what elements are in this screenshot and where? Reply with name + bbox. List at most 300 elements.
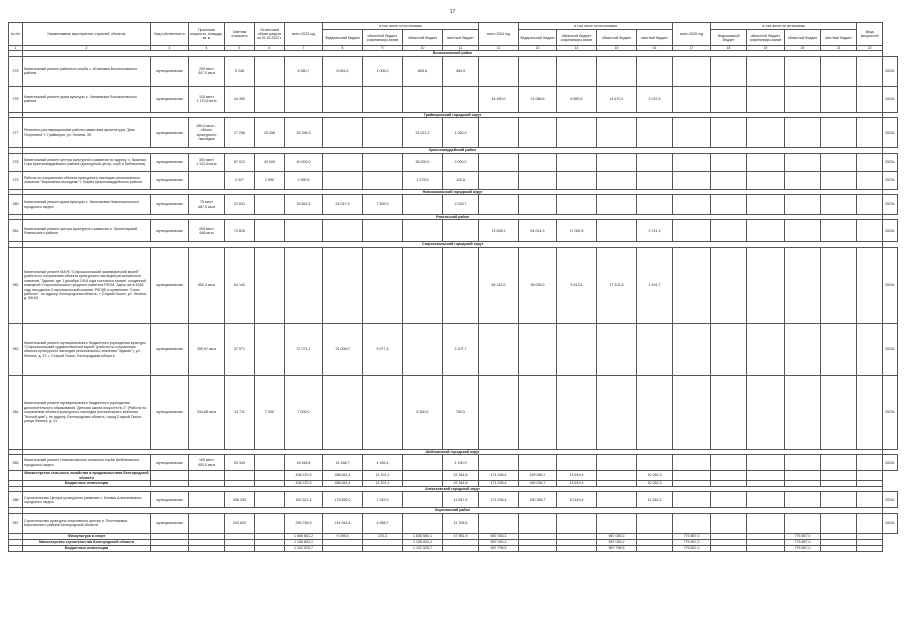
- amount-cell: [637, 323, 673, 375]
- total-blank: [255, 471, 285, 481]
- header-reg: областной бюджет: [403, 30, 443, 46]
- capacity-cell: [189, 171, 225, 189]
- ownership-cell: муниципальная: [151, 513, 189, 533]
- amount-cell: [637, 195, 673, 215]
- amount-cell: [857, 153, 883, 171]
- remaining-cell: [255, 56, 285, 86]
- amount-cell: 775 867,0: [673, 539, 711, 545]
- table-row: [9, 323, 898, 375]
- amount-cell: [673, 375, 711, 449]
- amount-cell: [711, 247, 747, 323]
- amount-cell: [747, 545, 785, 551]
- amount-cell: [363, 171, 403, 189]
- amount-cell: [821, 323, 857, 375]
- amount-cell: 4 958,7: [363, 513, 403, 533]
- amount-cell: [363, 118, 403, 148]
- table-row: [9, 153, 898, 171]
- total-label: Бюджетные инвестиции: [23, 545, 151, 551]
- amount-cell: 10 449,4: [557, 492, 597, 508]
- amount-cell: [673, 471, 711, 481]
- row-number: 285: [9, 455, 23, 471]
- cost-cell: 37 071: [225, 323, 255, 375]
- amount-cell: [711, 86, 747, 112]
- amount-cell: [747, 86, 785, 112]
- amount-cell: [557, 323, 597, 375]
- amount-cell: 38 000,0: [403, 153, 443, 171]
- ownership-cell: муниципальная: [151, 118, 189, 148]
- cost-cell: 27 256: [225, 118, 255, 148]
- amount-cell: 11 262,3: [637, 492, 673, 508]
- amount-cell: [711, 56, 747, 86]
- amount-cell: [821, 118, 857, 148]
- header-local: местный бюджет: [637, 30, 673, 46]
- amount-cell: 1 102 525,7: [285, 545, 323, 551]
- amount-cell: 1 158 803,1: [285, 539, 323, 545]
- amount-cell: [323, 153, 363, 171]
- amount-cell: 1 102 525,7: [403, 545, 443, 551]
- amount-cell: [821, 492, 857, 508]
- cost-cell: 436 335: [225, 492, 255, 508]
- amount-cell: [747, 153, 785, 171]
- amount-cell: [673, 492, 711, 508]
- amount-cell: [479, 323, 519, 375]
- cost-cell: 3 427: [225, 171, 255, 189]
- section-title: Шебекинский городской округ: [23, 449, 883, 454]
- commission-year: 2023г.: [883, 323, 898, 375]
- amount-cell: [821, 471, 857, 481]
- amount-cell: [857, 171, 883, 189]
- amount-cell: [519, 195, 557, 215]
- amount-cell: [857, 492, 883, 508]
- amount-cell: 775 867,0: [785, 545, 821, 551]
- amount-cell: [747, 220, 785, 242]
- amount-cell: [323, 171, 363, 189]
- total-row: [9, 471, 898, 481]
- amount-cell: [637, 545, 673, 551]
- commission-year: 2024г.: [883, 220, 898, 242]
- amount-cell: 438 370,3: [285, 471, 323, 481]
- amount-cell: [673, 195, 711, 215]
- amount-cell: [785, 375, 821, 449]
- header-remaining: Остаточный объем средств на 01.01.2023 г.: [255, 23, 285, 46]
- header-total-2025: всего 2025 год: [673, 23, 711, 46]
- amount-cell: [821, 86, 857, 112]
- amount-cell: [785, 153, 821, 171]
- amount-cell: 2 278,9: [403, 171, 443, 189]
- amount-cell: 987 045,2: [597, 539, 637, 545]
- amount-cell: [711, 513, 747, 533]
- section-title: Старооскольский городской округ: [23, 242, 883, 247]
- amount-cell: [857, 195, 883, 215]
- amount-cell: 9 513,5: [557, 247, 597, 323]
- amount-cell: 40 000,0: [285, 153, 323, 171]
- amount-cell: [323, 86, 363, 112]
- amount-cell: 14 470,1: [597, 86, 637, 112]
- capacity-cell: [189, 492, 225, 508]
- remaining-cell: [255, 86, 285, 112]
- ownership-cell: муниципальная: [151, 323, 189, 375]
- amount-cell: [673, 171, 711, 189]
- amount-cell: 6 061,0: [323, 56, 363, 86]
- capacity-cell: 150 мест 453,0 кв.м: [189, 455, 225, 471]
- table-row: [9, 118, 898, 148]
- amount-cell: 288 824,4: [323, 471, 363, 481]
- amount-cell: [711, 195, 747, 215]
- total-blank: [255, 545, 285, 551]
- amount-cell: 7 000,0: [285, 375, 323, 449]
- table-row: [9, 86, 898, 112]
- amount-cell: 14 201,1: [363, 471, 403, 481]
- amount-cell: 10 262,3: [637, 471, 673, 481]
- column-number: 9: [363, 46, 403, 51]
- amount-cell: 13 619,4: [557, 471, 597, 481]
- header-sources-2025: в том числе по источникам: [711, 23, 857, 30]
- amount-cell: [747, 455, 785, 471]
- amount-cell: 7 592,9: [363, 195, 403, 215]
- amount-cell: 150 356,7: [519, 492, 557, 508]
- ownership-cell: муниципальная: [151, 455, 189, 471]
- amount-cell: [785, 171, 821, 189]
- capacity-cell: 200 мест 347,0 кв.м: [189, 56, 225, 86]
- row-number: 275: [9, 56, 23, 86]
- amount-cell: [711, 220, 747, 242]
- object-name: Капитальный ремонт муниципального бюджетного учреждения культуры "Старооскольский художественный музей" (работы по сохранению объекта культурного наследия регионального значения "Здание"), ул. Ленина, д. 37, г. Старый Оскол, Белгородская область: [23, 323, 151, 375]
- row-number: 281: [9, 220, 23, 242]
- amount-cell: 484,5: [443, 56, 479, 86]
- header-name: Наименование мероприятия, отраслей, объектов: [23, 23, 151, 46]
- total-blank: [151, 545, 189, 551]
- amount-cell: 171 036,4: [479, 481, 519, 487]
- ownership-cell: муниципальная: [151, 171, 189, 189]
- amount-cell: [403, 492, 443, 508]
- amount-cell: 2 000,0: [443, 153, 479, 171]
- remaining-cell: [255, 323, 285, 375]
- object-name: Строительство культурно-спортивного центра п. Плотниковка Корочанского района Белгородской области: [23, 513, 151, 533]
- amount-cell: 9 298,5: [323, 533, 363, 539]
- object-name: Работы по сохранению объекта культурного наследия регионального значения "Бирючанка-молодежь" г. Бирюч Красногвардейского района: [23, 171, 151, 189]
- amount-cell: 6 280,7: [285, 56, 323, 86]
- amount-cell: [785, 118, 821, 148]
- amount-cell: [597, 195, 637, 215]
- amount-cell: 987 045,2: [597, 533, 637, 539]
- amount-cell: [597, 471, 637, 481]
- amount-cell: [519, 545, 557, 551]
- amount-cell: [363, 247, 403, 323]
- cost-cell: 67 012: [225, 153, 255, 171]
- amount-cell: [557, 545, 597, 551]
- amount-cell: [747, 56, 785, 86]
- amount-cell: 64 142,0: [479, 247, 519, 323]
- amount-cell: 37 071,1: [285, 323, 323, 375]
- amount-cell: 160 036,7: [519, 481, 557, 487]
- section-title: Красногвардейский район: [23, 148, 883, 153]
- column-number: 18: [711, 46, 747, 51]
- investment-table: [8, 22, 898, 552]
- amount-cell: 987 045,2: [479, 539, 519, 545]
- amount-cell: [403, 513, 443, 533]
- amount-cell: [403, 86, 443, 112]
- section-title: Корочанский район: [23, 508, 883, 513]
- amount-cell: [597, 492, 637, 508]
- remaining-cell: 40 000: [255, 153, 285, 171]
- amount-cell: 1 158 803,1: [403, 539, 443, 545]
- amount-cell: 288 824,4: [323, 481, 363, 487]
- amount-cell: [363, 153, 403, 171]
- section-title: Волоконовский район: [23, 51, 883, 56]
- amount-cell: 24 047,9: [323, 195, 363, 215]
- capacity-cell: 280,9 кв.м – объект культурного наследия: [189, 118, 225, 148]
- amount-cell: [857, 545, 883, 551]
- amount-cell: 6 300,0: [403, 375, 443, 449]
- amount-cell: [443, 247, 479, 323]
- amount-cell: [597, 323, 637, 375]
- amount-cell: [747, 247, 785, 323]
- row-number: 282: [9, 247, 23, 323]
- amount-cell: [711, 375, 747, 449]
- amount-cell: [557, 375, 597, 449]
- amount-cell: [673, 56, 711, 86]
- amount-cell: 18 948,6: [285, 455, 323, 471]
- amount-cell: [479, 118, 519, 148]
- amount-cell: [747, 171, 785, 189]
- amount-cell: [597, 513, 637, 533]
- cost-cell: 14 711: [225, 375, 255, 449]
- amount-cell: [443, 220, 479, 242]
- column-number: 2: [23, 46, 151, 51]
- commission-year: 2024г.: [883, 492, 898, 508]
- amount-cell: [673, 513, 711, 533]
- header-fed: Федеральный бюджет: [711, 30, 747, 46]
- amount-cell: [637, 171, 673, 189]
- amount-cell: [821, 171, 857, 189]
- amount-cell: [785, 86, 821, 112]
- total-blank: [151, 471, 189, 481]
- amount-cell: [403, 323, 443, 375]
- amount-cell: 14 188,7: [323, 455, 363, 471]
- amount-cell: [821, 153, 857, 171]
- amount-cell: [785, 513, 821, 533]
- row-number: 280: [9, 195, 23, 215]
- amount-cell: 21 088,6: [519, 86, 557, 112]
- amount-cell: 171 036,4: [479, 492, 519, 508]
- amount-cell: [363, 545, 403, 551]
- amount-cell: 987 796,5: [597, 545, 637, 551]
- amount-cell: [403, 220, 443, 242]
- cost-cell: 64 142: [225, 247, 255, 323]
- amount-cell: [673, 323, 711, 375]
- amount-cell: [711, 171, 747, 189]
- amount-cell: [711, 153, 747, 171]
- remaining-cell: 7 000: [255, 375, 285, 449]
- section-title: Новооскольский городской округ: [23, 189, 883, 194]
- amount-cell: [363, 220, 403, 242]
- amount-cell: [821, 56, 857, 86]
- amount-cell: [673, 247, 711, 323]
- amount-cell: 31 006,0: [323, 323, 363, 375]
- table-row: [9, 171, 898, 189]
- cost-cell: 9 248: [225, 56, 255, 86]
- amount-cell: 1 491,7: [637, 247, 673, 323]
- amount-cell: [597, 220, 637, 242]
- amount-cell: 2 990,5: [285, 171, 323, 189]
- commission-year: 2023г.: [883, 118, 898, 148]
- amount-cell: 17 082,6: [557, 220, 597, 242]
- ownership-cell: муниципальная: [151, 153, 189, 171]
- amount-cell: 1 606 661,2: [285, 533, 323, 539]
- cost-cell: 44 450: [225, 86, 255, 112]
- remaining-cell: [255, 247, 285, 323]
- amount-cell: 4 189,4: [363, 455, 403, 471]
- commission-year: 2023г.: [883, 171, 898, 189]
- object-name: Капитальный ремонт муниципального бюджетного учреждения дополнительного образования "Детская школа искусств № 2" (Работы по сохранению объекта культурного наследия регионального значения "Жилой дом"), по адресу: Белгородская область, город Старый Оскол, улица Ленина, д. 41: [23, 375, 151, 449]
- column-number: 3: [151, 46, 189, 51]
- amount-cell: [747, 323, 785, 375]
- amount-cell: [785, 195, 821, 215]
- column-number: 20: [785, 46, 821, 51]
- amount-cell: [285, 86, 323, 112]
- header-reg-cof: областной бюджет, софинансиро-вание: [363, 30, 403, 46]
- ownership-cell: муниципальная: [151, 492, 189, 508]
- amount-cell: [785, 56, 821, 86]
- total-blank: [225, 471, 255, 481]
- amount-cell: [519, 375, 557, 449]
- header-cost: Сметная стоимость: [225, 23, 255, 46]
- amount-cell: [323, 545, 363, 551]
- column-number: 6: [255, 46, 285, 51]
- amount-cell: [285, 247, 323, 323]
- amount-cell: [443, 86, 479, 112]
- capacity-cell: 852,4 кв.м: [189, 247, 225, 323]
- remaining-cell: 25 256: [255, 118, 285, 148]
- remaining-cell: [255, 492, 285, 508]
- amount-cell: [637, 375, 673, 449]
- header-local: местный бюджет: [821, 30, 857, 46]
- amount-cell: [711, 492, 747, 508]
- amount-cell: 1 006,0: [363, 56, 403, 86]
- amount-cell: [711, 323, 747, 375]
- ownership-cell: муниципальная: [151, 56, 189, 86]
- capacity-cell: 206 мест 648 кв.м: [189, 220, 225, 242]
- amount-cell: [821, 247, 857, 323]
- remaining-cell: [255, 455, 285, 471]
- amount-cell: 22 344,8: [443, 481, 479, 487]
- commission-year: 2024г.: [883, 513, 898, 533]
- amount-cell: [857, 375, 883, 449]
- column-number: 12: [479, 46, 519, 51]
- table-body: [9, 51, 898, 551]
- amount-cell: 47 961,9: [443, 533, 479, 539]
- amount-cell: [637, 153, 673, 171]
- object-name: Капитальный ремонт районного клуба с. Ютановка Волоконовского района: [23, 56, 151, 86]
- total-blank: [225, 545, 255, 551]
- commission-year: 2023г.: [883, 195, 898, 215]
- amount-cell: 178 830,0: [323, 492, 363, 508]
- amount-cell: [443, 545, 479, 551]
- header-reg-cof: областной бюджет, софинансиро-вание: [747, 30, 785, 46]
- capacity-cell: 300 мест 1 512,8 кв.м: [189, 153, 225, 171]
- amount-cell: [479, 153, 519, 171]
- amount-cell: 22 344,8: [443, 471, 479, 481]
- amount-cell: 182 621,4: [285, 492, 323, 508]
- amount-cell: [597, 455, 637, 471]
- object-name: Капитальный ремонт Новоталовского сельского клуба Шебекинского городского округа: [23, 455, 151, 471]
- amount-cell: [821, 195, 857, 215]
- column-number: 13: [519, 46, 557, 51]
- capacity-cell: 75 мест 487,5 кв.м: [189, 195, 225, 215]
- amount-cell: [857, 247, 883, 323]
- object-name: Капитальный ремонт МАУК "Старооскольский краеведческий музей" (работы по сохранению объекта культурного наследия регионального значения "Здание, где 1 декабря 1918 года состоялся митинг, созданный коммуной Старооскольского уездного комитета РКСМ. Здесь же в 1936 году находился Старооскольский комитет РКП(б) и правление "Союз рабочих". по адресу: Белгородская область, г. Старый Оскол, ул. Ленина, д. 55/42): [23, 247, 151, 323]
- amount-cell: 775 867,0: [785, 533, 821, 539]
- header-fed: Федеральный бюджет: [323, 30, 363, 46]
- cost-cell: 243 832: [225, 513, 255, 533]
- remaining-cell: [255, 195, 285, 215]
- amount-cell: 775 867,0: [673, 545, 711, 551]
- amount-cell: [519, 455, 557, 471]
- amount-cell: [557, 118, 597, 148]
- amount-cell: 11 706,5: [443, 513, 479, 533]
- table-row: [9, 220, 898, 242]
- amount-cell: [479, 171, 519, 189]
- header-reg: областной бюджет: [597, 30, 637, 46]
- table-row: [9, 492, 898, 508]
- amount-cell: [323, 375, 363, 449]
- total-blank: [189, 471, 225, 481]
- row-number: 277: [9, 118, 23, 148]
- amount-cell: [637, 56, 673, 86]
- amount-cell: 17 101,8: [597, 247, 637, 323]
- amount-cell: [747, 471, 785, 481]
- amount-cell: [857, 220, 883, 242]
- amount-cell: [557, 195, 597, 215]
- amount-cell: [857, 323, 883, 375]
- amount-cell: [711, 545, 747, 551]
- column-number: 16: [637, 46, 673, 51]
- capacity-cell: [189, 513, 225, 533]
- amount-cell: 700,0: [443, 375, 479, 449]
- commission-year: 2023г.: [883, 56, 898, 86]
- amount-cell: [747, 195, 785, 215]
- amount-cell: [285, 220, 323, 242]
- header-sources-2023: в том числе по источникам: [323, 23, 479, 30]
- total-label: Физкультура и спорт: [23, 533, 151, 539]
- amount-cell: [363, 375, 403, 449]
- amount-cell: 7 242,9: [363, 492, 403, 508]
- object-name: Строительство Центра культурного развития с. Иловка Алексеевского городского округа: [23, 492, 151, 508]
- amount-cell: [637, 118, 673, 148]
- amount-cell: [637, 455, 673, 471]
- total-blank: [189, 545, 225, 551]
- amount-cell: 855,6: [403, 56, 443, 86]
- remaining-cell: 2 990: [255, 171, 285, 189]
- amount-cell: [479, 195, 519, 215]
- section-title: Ровеньский район: [23, 215, 883, 220]
- header-commission: Ввод мощностей: [857, 23, 883, 46]
- total-label: Бюджетные инвестиции: [23, 481, 151, 487]
- amount-cell: 214 941,8: [323, 513, 363, 533]
- amount-cell: 10 262,3: [637, 481, 673, 487]
- row-number: 276: [9, 86, 23, 112]
- amount-cell: [785, 323, 821, 375]
- amount-cell: 33 661,5: [285, 195, 323, 215]
- table-row: [9, 513, 898, 533]
- amount-cell: 1 190,9: [443, 455, 479, 471]
- total-row: [9, 545, 898, 551]
- remaining-cell: [255, 220, 285, 242]
- amount-cell: 987 796,5: [479, 545, 519, 551]
- column-number: 8: [323, 46, 363, 51]
- amount-cell: [323, 247, 363, 323]
- amount-cell: [323, 118, 363, 148]
